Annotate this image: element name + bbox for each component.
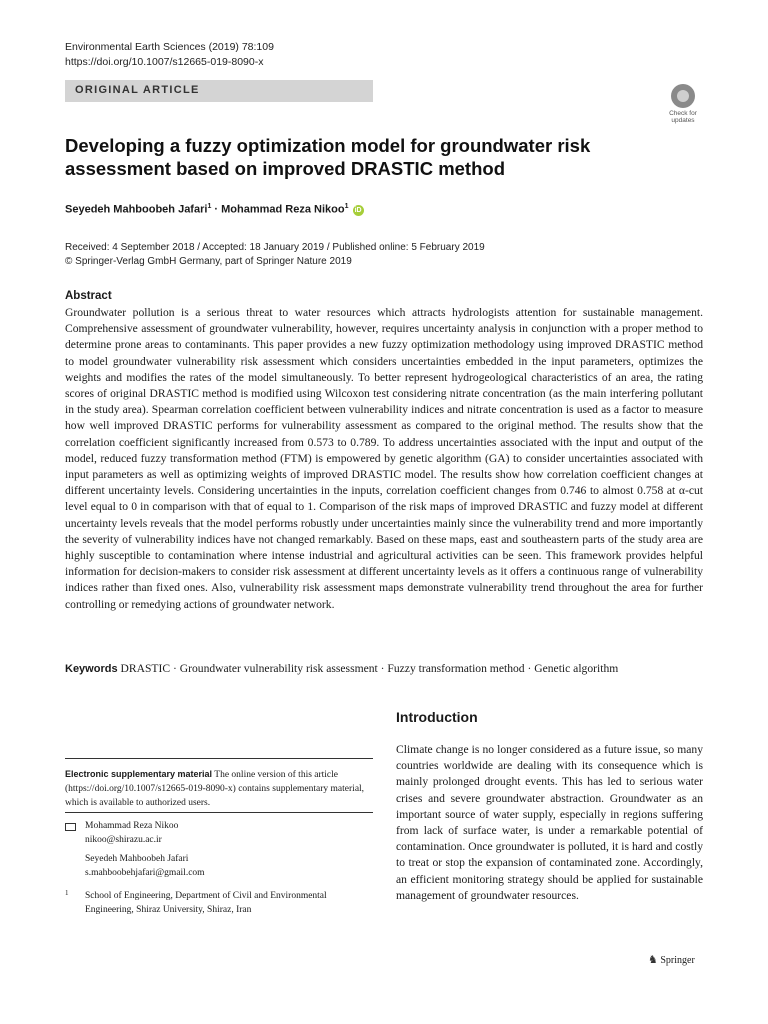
article-type-label: ORIGINAL ARTICLE xyxy=(75,84,200,96)
abstract-text: Groundwater pollution is a serious threat to water resources which attracts hydrologists attention for sustainable management. Comprehensive assessment of groundwater vulnerability, however, requires uncertainty analysis in conjunction with a proper method to determine prone areas to contaminants. This paper provides a new fuzzy optimization methodology using improved DRASTIC method to model groundwater vulnerability risk assessment which considers uncertainties embedded in the input parameters, optimizes the weights and modifies the rates of the model simultaneously. To better represent hydrogeological characteristics of an area, the rating scores of original DRASTIC method is modified using Wilcoxon test considering nitrate concentration (as the main interfering pollutant in the study area). Spearman correlation coefficient between vulnerability indices and nitrate concentration is used as a factor to measure how well improved DRASTIC performs for vulnerability assessment as compared to the original method. The results show that the correlation coefficient significantly increased from 0.573 to 0.789. To address uncertainties associated with the input and output of the model, reduced fuzzy transformation method (FTM) is empowered by genetic algorithm (GA) to consider uncertainties associated with input parameters as well as optimizing weights of improved DRASTIC model. The results show how correlation coefficient changes at different uncertainty levels. Considering uncertainties in the inputs, correlation coefficient changes from 0.746 to almost 0.758 at α-cut level equal to 0 in comparison with that of equal to 1. Comparison of the risk maps of improved DRASTIC and fuzzy model at different uncertainty levels reveals that the model performs robustly under uncertainties mainly since the vulnerability trend and more importantly the severity of vulnerability indices have not changed remarkably. Based on these maps, east and southeastern parts of the study area are highly susceptible to contamination where intense industrial and agricultural activities can be seen. This framework provides helpful information for decision-makers to consider risk assessment at different uncertainty levels as it offers a continuous range of vulnerability indices rather than fixed ones. Also, vulnerability risk assessment maps demonstrate vulnerability trend throughout the area for further controlling or remedying actions of groundwater network. xyxy=(65,306,703,611)
correspondence-block xyxy=(65,820,373,880)
keywords-label: Keywords xyxy=(65,663,118,675)
affiliation-text: School of Engineering, Department of Civil and Environmental Engineering, Shiraz University, Shiraz, Iran xyxy=(85,891,327,915)
history-dates: Received: 4 September 2018 / Accepted: 18 January 2019 / Published online: 5 February 2019 xyxy=(65,242,485,253)
publisher-name: Springer xyxy=(660,955,695,966)
copyright: © Springer-Verlag GmbH Germany, part of Springer Nature 2019 xyxy=(65,256,352,267)
author-name[interactable]: Seyedeh Mahboobeh Jafari xyxy=(65,203,208,216)
affiliation-marker: 1 xyxy=(344,203,349,210)
introduction-text: Climate change is no longer considered as a future issue, so many countries worldwide are dealing with its consequence which is mainly prolonged drought events. This has led to serious water crises and severe groundwater abstraction. Groundwater as an important source of water supply, especially in regions suffering from lack of surface water, is under a remarkable potential of contamination. Once groundwater is polluted, it is hard and costly to treat or stop the expansion of contaminated zone. Accordingly, an efficient monitoring strategy should be applied for sustainable management of groundwater resources. xyxy=(396,743,703,902)
coauthor-email[interactable]: s.mahboobehjafari@gmail.com xyxy=(85,867,205,878)
author-name[interactable]: Mohammad Reza Nikoo xyxy=(221,203,345,216)
keywords xyxy=(65,662,618,675)
publication-dates xyxy=(65,241,485,269)
footnote-divider xyxy=(65,812,373,813)
supplementary-text-before: The online version of this article ( xyxy=(65,770,339,794)
keywords-list: DRASTIC · Groundwater vulnerability risk assessment · Fuzzy transformation method · Genetic algorithm xyxy=(120,662,619,675)
check-for-updates-badge[interactable] xyxy=(662,84,704,124)
publisher-mark xyxy=(648,953,695,966)
supplementary-text-after: ) contains supplementary material, which is available to authorized users. xyxy=(65,784,365,808)
abstract-heading: Abstract xyxy=(65,290,112,302)
supplementary-note xyxy=(65,758,373,810)
journal-info xyxy=(65,40,274,70)
orcid-icon[interactable]: iD xyxy=(354,206,362,214)
author-separator: · xyxy=(211,203,222,216)
supplementary-link[interactable]: https://doi.org/10.1007/s12665-019-8090-x xyxy=(68,784,233,794)
corresponding-author-name: Mohammad Reza Nikoo xyxy=(85,821,179,831)
author-list xyxy=(65,203,364,216)
springer-horse-icon: ♞ xyxy=(648,954,658,966)
check-updates-label: Check for updates xyxy=(669,110,697,124)
doi-link[interactable]: https://doi.org/10.1007/s12665-019-8090-x xyxy=(65,56,264,68)
supplementary-label: Electronic supplementary material xyxy=(65,769,213,779)
affiliation-number: 1 xyxy=(65,889,69,897)
check-updates-icon xyxy=(671,84,695,108)
mail-icon xyxy=(65,823,76,831)
coauthor-name: Seyedeh Mahboobeh Jafari xyxy=(85,854,189,864)
corresponding-author-email[interactable]: nikoo@shirazu.ac.ir xyxy=(85,834,162,845)
article-title: Developing a fuzzy optimization model for groundwater risk assessment based on improved DRASTIC method xyxy=(65,135,591,179)
affiliation-block xyxy=(65,890,373,917)
article-type-bar xyxy=(65,80,373,102)
journal-citation: Environmental Earth Sciences (2019) 78:109 xyxy=(65,41,274,53)
introduction-heading: Introduction xyxy=(396,709,478,725)
affiliation-marker: 1 xyxy=(207,203,212,210)
